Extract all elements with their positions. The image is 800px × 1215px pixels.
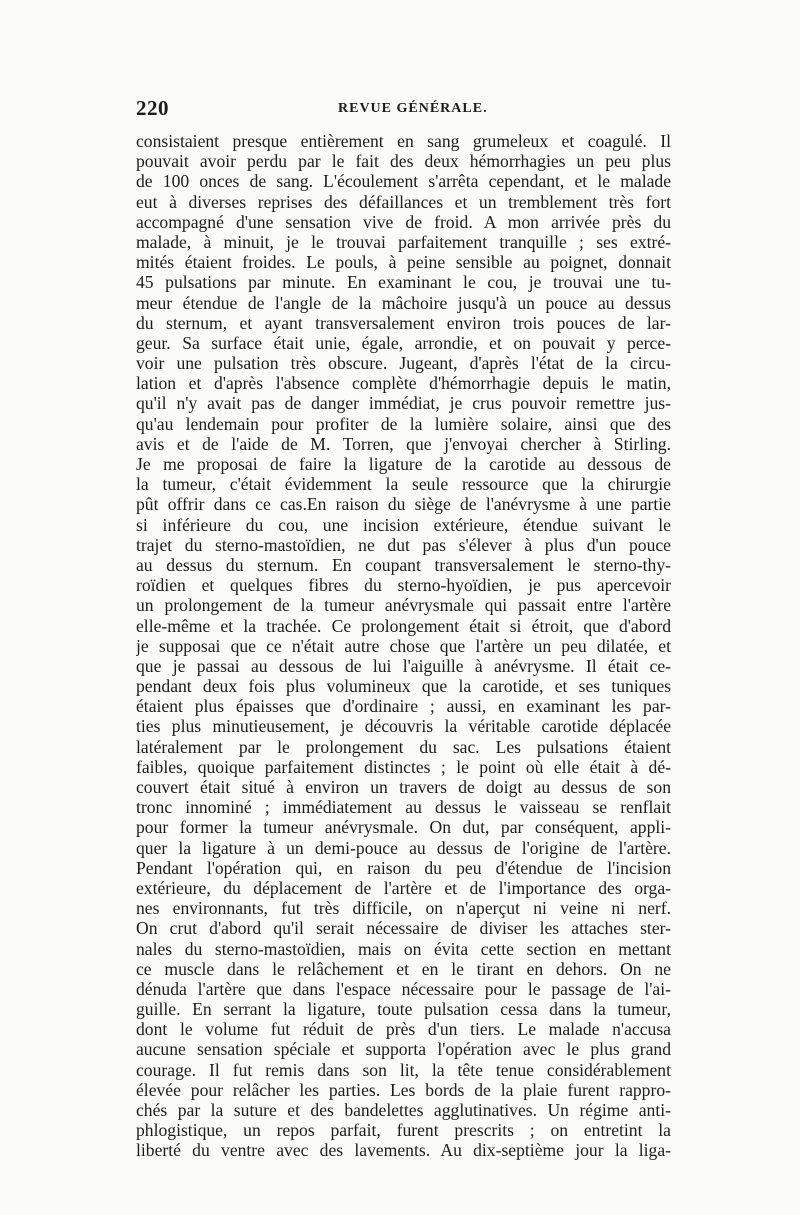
text-line: quer la ligature à un demi-pouce au dessus de l'origine de l'artère. [136,837,671,858]
text-line: pouvait avoir perdu par le fait des deux hémorrhagies un peu plus [136,151,671,172]
text-line: eut à diverses reprises des défaillances et un tremblement très fort [136,191,671,212]
text-line: pût offrir dans ce cas.En raison du siège de l'anévrysme à une partie [136,494,671,515]
text-line: nales du sterno-mastoïdien, mais on évita cette section en mettant [136,938,671,959]
text-line: ties plus minutieusement, je découvris la véritable carotide déplacée [136,716,671,737]
text-line: extérieure, du déplacement de l'artère et de l'importance des orga- [136,877,671,898]
text-line: nes environnants, fut très difficile, on n'aperçut ni veine ni nerf. [136,898,671,919]
text-line: qu'au lendemain pour profiter de la lumière solaire, ainsi que des [136,413,671,434]
text-line: courage. Il fut remis dans son lit, la tête tenue considérablement [136,1059,671,1080]
text-line: accompagné d'une sensation vive de froid. A mon arrivée près du [136,211,671,232]
text-line: pour former la tumeur anévrysmale. On dut, par conséquent, appli- [136,817,671,838]
text-line: meur étendue de l'angle de la mâchoire jusqu'à un pouce au dessus [136,292,671,313]
text-line: liberté du ventre avec des lavements. Au dix-septième jour la liga- [136,1140,671,1161]
text-line: 45 pulsations par minute. En examinant le cou, je trouvai une tu- [136,272,671,293]
text-line: geur. Sa surface était unie, égale, arrondie, et on pouvait y perce- [136,332,671,353]
text-line: étaient plus épaisses que d'ordinaire ; aussi, en examinant les par- [136,696,671,717]
text-line: consistaient presque entièrement en sang grumeleux et coagulé. Il [136,131,671,151]
text-line: latéralement par le prolongement du sac. Les pulsations étaient [136,736,671,757]
text-line: pendant deux fois plus volumineux que la carotide, et ses tuniques [136,676,671,697]
text-line: de 100 onces de sang. L'écoulement s'arrêta cependant, et le malade [136,171,671,192]
text-line: elle-même et la trachée. Ce prolongement était si étroit, que d'abord [136,615,671,636]
page-number: 220 [136,96,169,120]
text-line: ce muscle dans le relâchement et en le tirant en dehors. On ne [136,958,671,979]
text-line: je supposai que ce n'était autre chose que l'artère un peu dilatée, et [136,635,671,656]
text-line: phlogistique, un repos parfait, furent prescrits ; on entretint la [136,1120,671,1141]
text-line: que je passai au dessous de lui l'aiguille à anévrysme. Il était ce- [136,655,671,676]
text-line: Pendant l'opération qui, en raison du peu d'étendue de l'incision [136,857,671,878]
text-line: Je me proposai de faire la ligature de la carotide au dessous de [136,454,671,474]
text-line: dénuda l'artère que dans l'espace nécessaire pour le passage de l'ai- [136,978,671,999]
text-line: voir une pulsation très obscure. Jugeant, d'après l'état de la circu- [136,353,671,374]
text-line: roïdien et quelques fibres du sterno-hyoïdien, je pus apercevoir [136,575,671,596]
running-head: REVUE GÉNÉRALE. [338,101,488,116]
text-line: aucune sensation spéciale et supporta l'opération avec le plus grand [136,1039,671,1060]
text-line: lation et d'après l'absence complète d'hémorrhagie depuis le matin, [136,373,671,394]
text-line: trajet du sterno-mastoïdien, ne dut pas s'élever à plus d'un pouce [136,534,671,555]
text-line: la tumeur, c'était évidemment la seule ressource que la chirurgie [136,474,671,495]
text-line: chés par la suture et des bandelettes agglutinatives. Un régime anti- [136,1100,671,1120]
text-line: malade, à minuit, je le trouvai parfaitement tranquille ; ses extré- [136,231,671,252]
text-line: dont le volume fut réduit de près d'un tiers. Le malade n'accusa [136,1019,671,1040]
text-line: avis et de l'aide de M. Torren, que j'envoyai chercher à Stirling. [136,433,671,454]
text-line: élevée pour relâcher les parties. Les bords de la plaie furent rappro- [136,1079,671,1100]
text-line: un prolongement de la tumeur anévrysmale qui passait entre l'artère [136,595,671,616]
text-line: mités étaient froides. Le pouls, à peine sensible au poignet, donnait [136,252,671,273]
text-line: faibles, quoique parfaitement distinctes ; le point où elle était à dé- [136,756,671,777]
text-line: si inférieure du cou, une incision extérieure, étendue suivant le [136,514,671,535]
text-line: On crut d'abord qu'il serait nécessaire de diviser les attaches ster- [136,918,671,939]
text-line: du sternum, et ayant transversalement environ trois pouces de lar- [136,312,671,333]
text-line: couvert était situé à environ un travers de doigt au dessus de son [136,777,671,797]
text-line: au dessus du sternum. En coupant transversalement le sterno-thy- [136,554,671,575]
text-line: tronc innominé ; immédiatement au dessus le vaisseau se renflait [136,797,671,818]
page-header [136,96,676,126]
body-text [136,131,671,1161]
text-line: guille. En serrant la ligature, toute pulsation cessa dans la tumeur, [136,999,671,1020]
text-line: qu'il n'y avait pas de danger immédiat, je crus pouvoir remettre jus- [136,393,671,414]
